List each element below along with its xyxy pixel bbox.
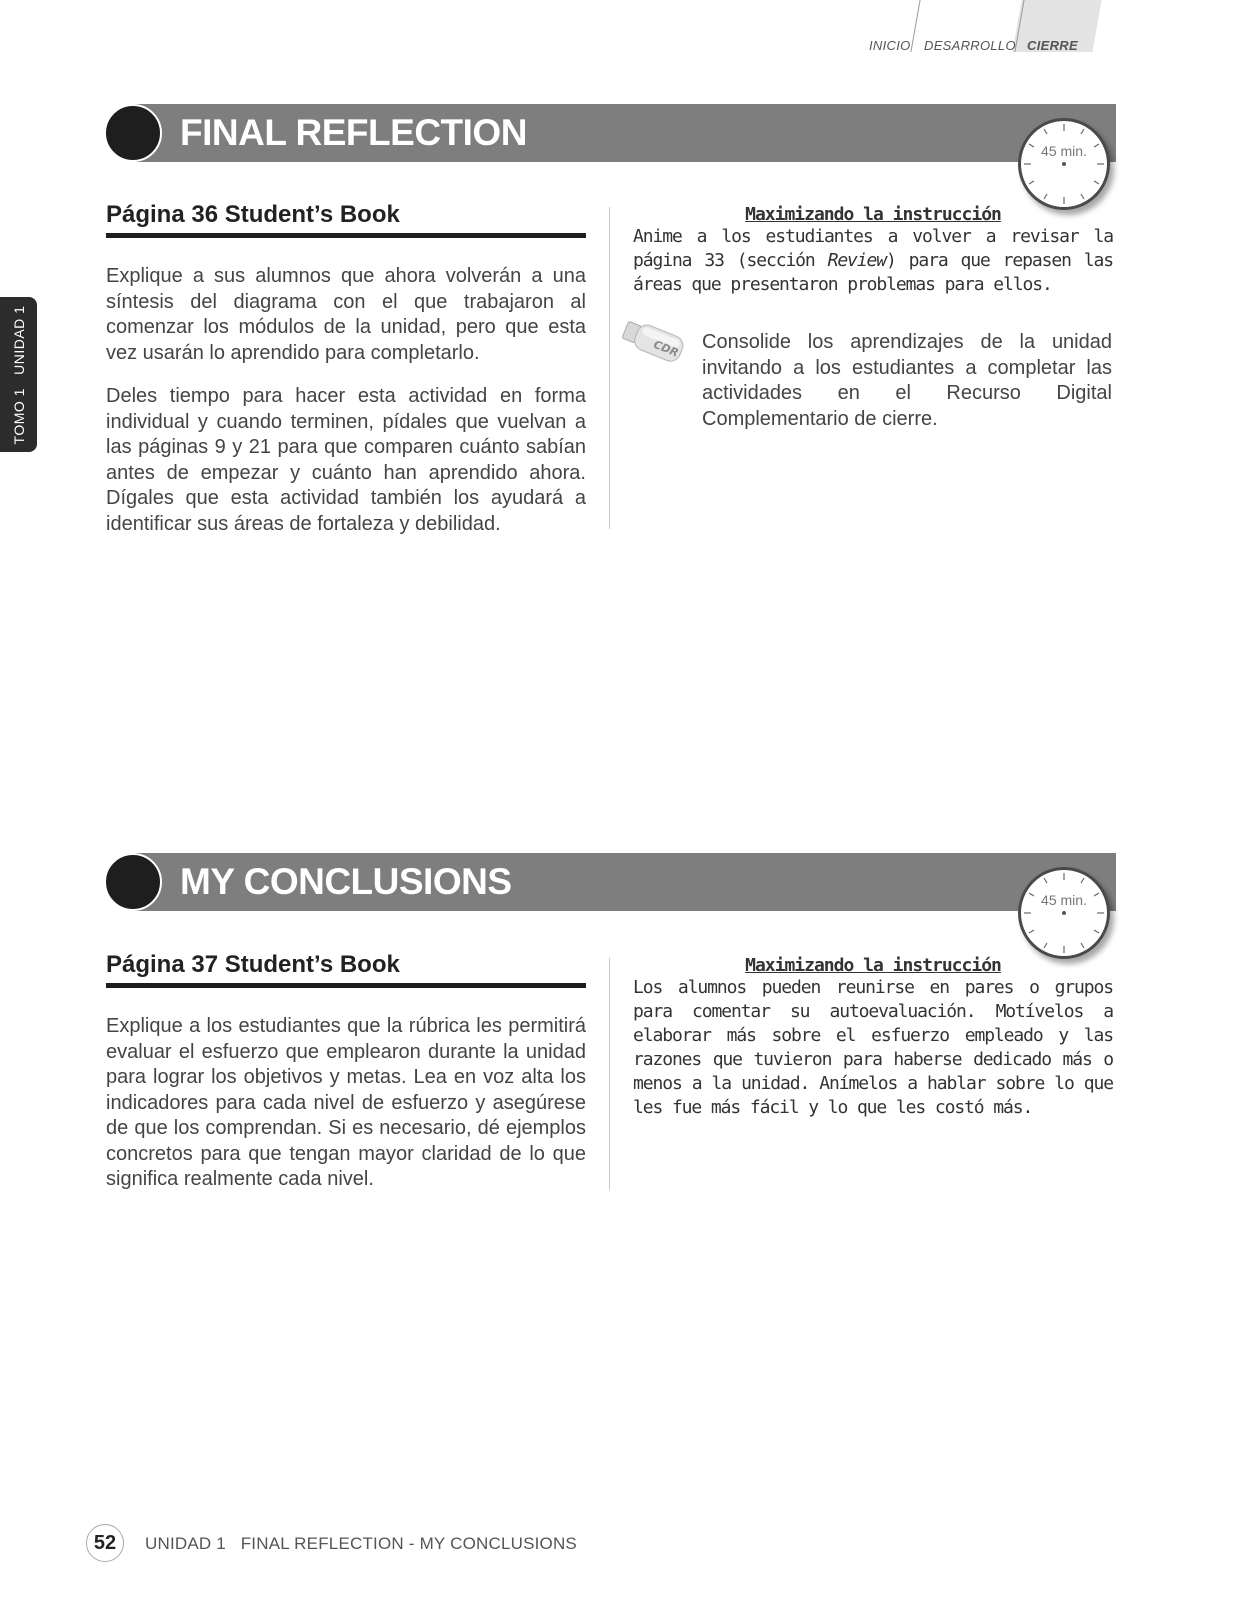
nav-desarrollo: DESARROLLO: [924, 38, 1016, 53]
page-number: 52: [86, 1524, 124, 1562]
banner-circle: [104, 853, 162, 911]
column-divider: [609, 207, 610, 529]
usb-cdr-icon: [620, 318, 686, 375]
cdr-label: CDR: [651, 337, 681, 360]
nav-cierre: CIERRE: [1027, 38, 1078, 53]
side-tab: [0, 297, 37, 452]
tip-text-part: ) para que repasen las áreas que presentaron problemas para ellos.: [633, 250, 1113, 295]
duration-label: 45 min.: [1041, 143, 1087, 159]
clock-icon: [1018, 118, 1110, 210]
tip-title: Maximizando la instrucción: [745, 955, 1001, 976]
section-title: FINAL REFLECTION: [180, 112, 527, 153]
right-column: [633, 204, 1113, 297]
footer-text: UNIDAD 1 FINAL REFLECTION - MY CONCLUSIONS: [145, 1534, 577, 1553]
cdr-note: [702, 330, 1112, 432]
left-column: [106, 951, 586, 1193]
tip-text-italic: Review: [827, 250, 886, 271]
left-column: [106, 201, 586, 537]
tip-text: [633, 225, 1113, 297]
section-banner-my-conclusions: [104, 853, 1116, 911]
nav-inicio: INICIO: [869, 38, 911, 53]
section-nav: [855, 0, 1095, 60]
tip-text-part: Anime a los estudiantes a volver a revisar la página 33 (sección: [633, 226, 1113, 271]
section-banner-final-reflection: [104, 104, 1116, 162]
student-book-heading: Página 36 Student’s Book: [106, 201, 586, 238]
tip-title: Maximizando la instrucción: [745, 204, 1001, 225]
cdr-text: Consolide los aprendizajes de la unidad invitando a los estudiantes a completar las actividades en el Recurso Digital Complementario de cierre.: [702, 331, 1112, 430]
clock-icon: [1018, 867, 1110, 959]
paragraph: Explique a sus alumnos que ahora volverán a una síntesis del diagrama con el que trabajaron al comenzar los módulos de la unidad, pero que esta vez usarán lo aprendido para completarlo.: [106, 265, 586, 364]
tip-text: Los alumnos pueden reunirse en pares o grupos para comentar su autoevaluación. Motívelos a elaborar más sobre el esfuerzo empleado y las razones que tuvieron para haberse dedicado más o menos a la unidad. Anímelos a hablar sobre lo que les fue más fácil y lo que les costó más.: [633, 977, 1113, 1118]
section-title: MY CONCLUSIONS: [180, 861, 512, 902]
right-column: [633, 955, 1113, 1120]
banner-circle: [104, 104, 162, 162]
student-book-heading: Página 37 Student’s Book: [106, 951, 586, 988]
nav-divider: [910, 0, 920, 52]
paragraph: Deles tiempo para hacer esta actividad en forma individual y cuando terminen, pídales que vuelvan a las páginas 9 y 21 para que comparen cuánto sabían antes de empezar y cuánto han aprendido ahora. Dígales que esta actividad también los ayudará a identificar sus áreas de fortaleza y debilidad.: [106, 385, 586, 535]
paragraph: Explique a los estudiantes que la rúbrica les permitirá evaluar el esfuerzo que emplearon durante la unidad para lograr los objetivos y metas. Lea en voz alta los indicadores para cada nivel de esfuerzo y asegúrese de que los comprendan. Si es necesario, dé ejemplos concretos para que tengan mayor claridad de lo que significa realmente cada nivel.: [106, 1015, 586, 1190]
side-tab-label: TOMO 1 UNIDAD 1: [10, 305, 27, 444]
column-divider: [609, 958, 610, 1190]
duration-label: 45 min.: [1041, 892, 1087, 908]
